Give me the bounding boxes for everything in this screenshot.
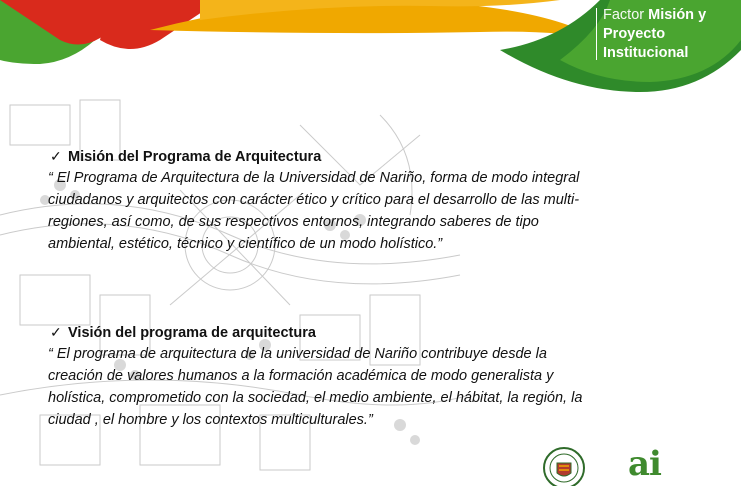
- vision-line: creación de valores humanos a la formación académica de modo generalista y: [48, 368, 554, 384]
- vision-line: ciudad , el hombre y los contextos multiculturales.”: [48, 412, 373, 428]
- factor-title-line3: Institucional: [603, 45, 689, 61]
- factor-label: Factor: [603, 7, 645, 23]
- vision-line: holística, comprometido con la sociedad, el medio ambiente, el hábitat, la región, la: [48, 390, 583, 406]
- mision-body: [48, 167, 690, 255]
- title-divider: [596, 8, 597, 60]
- university-seal-icon: [541, 445, 587, 486]
- mision-line: regiones, así como, de sus respectivos entornos, integrando saberes de tipo: [48, 214, 539, 230]
- vision-heading: [50, 324, 690, 341]
- mision-line: ciudadanos y arquitectos con carácter ético y crítico para el desarrollo de las multi-: [48, 192, 580, 208]
- mision-line: ambiental, estético, técnico y científico de un modo holístico.”: [48, 236, 443, 252]
- factor-title-line1: Misión y: [648, 7, 707, 23]
- mision-section: [50, 148, 690, 255]
- factor-title-line2: Proyecto: [603, 26, 666, 42]
- mision-line: “ El Programa de Arquitectura de la Universidad de Nariño, forma de modo integral: [48, 170, 580, 186]
- ai-logo: ai: [628, 444, 661, 484]
- mision-heading: [50, 148, 690, 165]
- factor-title: [603, 6, 738, 63]
- checkmark-icon: ✓: [50, 148, 62, 164]
- vision-heading-text: Visión del programa de arquitectura: [68, 324, 316, 341]
- mision-heading-text: Misión del Programa de Arquitectura: [68, 148, 322, 165]
- vision-line: “ El programa de arquitectura de la universidad de Nariño contribuye desde la: [48, 346, 547, 362]
- vision-section: [50, 324, 690, 431]
- vision-body: [48, 343, 690, 431]
- checkmark-icon: ✓: [50, 324, 62, 340]
- header-banner: [0, 0, 741, 95]
